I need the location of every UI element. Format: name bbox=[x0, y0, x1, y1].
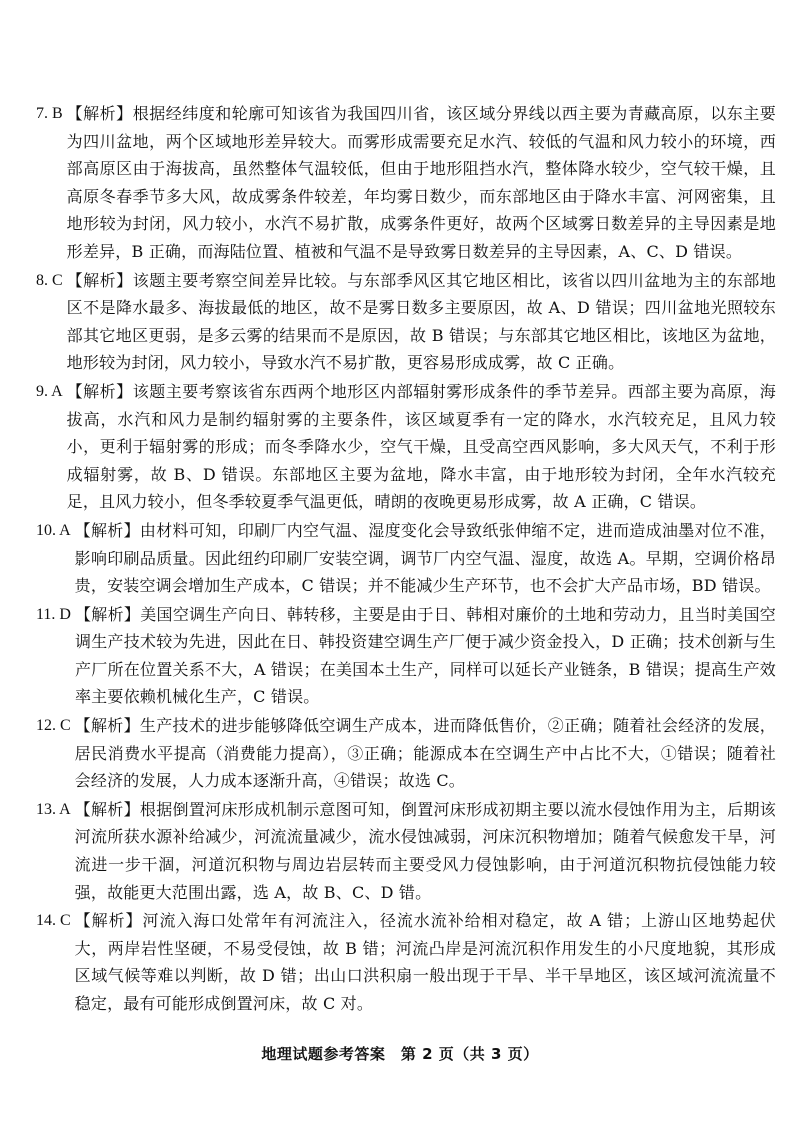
page-footer: 地理试题参考答案 第 2 页（共 3 页） bbox=[261, 1045, 539, 1063]
analysis-tag: 【解析】 bbox=[74, 799, 140, 819]
answer-explanation bbox=[67, 267, 776, 377]
explanation-text: 河流入海口处常年有河流注入，径流水流补给相对稳定，故 A 错；上游山区地势起伏大，两岸岩性坚硬，不易受侵蚀，故 B 错；河流凸岸是河流沉积作用发生的小尺度地貌，其形成区域气候等难以判断，故 D 错；出山口洪积扇一般出现于干旱、半干旱地区，该区域河流流量不稳定，最有可能形成倒置河床，故 C 对。 bbox=[74, 911, 776, 1013]
question-number: 7. B bbox=[36, 105, 63, 122]
answer-item-7 bbox=[36, 100, 776, 266]
question-number: 10. A bbox=[36, 521, 71, 539]
analysis-tag: 【解析】 bbox=[74, 520, 140, 540]
answer-list bbox=[36, 100, 776, 1019]
analysis-tag: 【解析】 bbox=[66, 270, 133, 290]
answer-item-14 bbox=[36, 907, 776, 1017]
question-number: 13. A bbox=[36, 800, 71, 818]
answer-item-10 bbox=[36, 517, 776, 600]
answer-explanation bbox=[75, 601, 776, 711]
answer-item-13 bbox=[36, 796, 776, 906]
answer-explanation bbox=[67, 378, 776, 516]
question-number: 14. C bbox=[36, 912, 71, 930]
answer-item-8 bbox=[36, 267, 776, 377]
answer-explanation bbox=[75, 796, 776, 906]
analysis-tag: 【解析】 bbox=[74, 604, 141, 624]
question-number: 11. D bbox=[36, 605, 71, 623]
explanation-text: 生产技术的进步能够降低空调生产成本，进而降低售价，②正确；随着社会经济的发展，居民消费水平提高（消费能力提高），③正确；能源成本在空调生产中占比不大，①错误；随着社会经济的发展，人力成本逐渐升高，④错误；故选 C。 bbox=[74, 716, 776, 791]
explanation-text: 美国空调生产向日、韩转移，主要是由于日、韩相对廉价的土地和劳动力，且当时美国空调生产技术较为先进，因此在日、韩投资建空调生产厂便于减少资金投入，D 正确；技术创新与生产厂所在位置关系不大，A 错误；在美国本土生产，同样可以延长产业链条，B 错误；提高生产效率主要依赖机械化生产，C 错误。 bbox=[74, 604, 776, 707]
explanation-text: 根据经纬度和轮廓可知该省为我国四川省，该区域分界线以西主要为青藏高原，以东主要为四川盆地，两个区域地形差异较大。而雾形成需要充足水汽、较低的气温和风力较小的环境，西部高原区由于海拔高，虽然整体气温较低，但由于地形阻挡水汽，整体降水较少，空气较干燥，且高原冬春季节多大风，故成雾条件较差，年均雾日数少，而东部地区由于降水丰富、河网密集，且地形较为封闭，风力较小，水汽不易扩散，成雾条件更好，故两个区域雾日数差异的主导因素是地形差异，B 正确，而海陆位置、植被和气温不是导致雾日数差异的主导因素，A、C、D 错误。 bbox=[66, 104, 776, 261]
explanation-text: 该题主要考察空间差异比较。与东部季风区其它地区相比，该省以四川盆地为主的东部地区不是降水最多、海拔最低的地区，故不是雾日数多主要原因，故 A、D 错误；四川盆地光照较东部其它地区更弱，是多云雾的结果而不是原因，故 B 错误；与东部其它地区相比，该地区为盆地，地形较为封闭，风力较小，导致水汽不易扩散，更容易形成成雾，故 C 正确。 bbox=[66, 270, 776, 373]
analysis-tag: 【解析】 bbox=[74, 911, 143, 931]
explanation-text: 该题主要考察该省东西两个地形区内部辐射雾形成条件的季节差异。西部主要为高原，海拔高，水汽和风力是制约辐射雾的主要条件，该区域夏季有一定的降水，水汽较充足，且风力较小，更利于辐射雾的形成；而冬季降水少，空气干燥，且受高空西风影响，多大风天气，不利于形成辐射雾，故 B、D 错误。东部地区主要为盆地，降水丰富，由于地形较为封闭，全年水汽较充足，且风力较小，但冬季较夏季气温更低，晴朗的夜晚更易形成雾，故 A 正确，C 错误。 bbox=[66, 381, 776, 512]
analysis-tag: 【解析】 bbox=[74, 716, 140, 736]
question-number: 8. C bbox=[36, 271, 63, 289]
answer-item-9 bbox=[36, 378, 776, 516]
explanation-text: 由材料可知，印刷厂内空气温、湿度变化会导致纸张伸缩不定，进而造成油墨对位不准，影响印刷品质量。因此纽约印刷厂安装空调，调节厂内空气温、湿度，故选 A。早期，空调价格昂贵，安装空调会增加生产成本，C 错误；并不能减少生产环节，也不会扩大产品市场，BD 错误。 bbox=[74, 520, 776, 596]
analysis-tag: 【解析】 bbox=[66, 381, 133, 401]
question-number: 9. A bbox=[36, 382, 63, 400]
analysis-tag: 【解析】 bbox=[66, 104, 133, 123]
question-number: 12. C bbox=[36, 717, 71, 735]
answer-explanation bbox=[75, 517, 776, 600]
answer-explanation bbox=[75, 907, 776, 1017]
explanation-text: 根据倒置河床形成机制示意图可知，倒置河床形成初期主要以流水侵蚀作用为主，后期该河流所获水源补给减少，河流流量减少，流水侵蚀减弱，河床沉积物增加；随着气候愈发干旱，河流进一步干涸，河道沉积物与周边岩层转而主要受风力侵蚀影响，由于河道沉积物抗侵蚀能力较强，故能更大范围出露，选 A，故 B、C、D 错。 bbox=[74, 799, 776, 902]
answer-explanation bbox=[75, 712, 776, 795]
answer-item-11 bbox=[36, 601, 776, 711]
answer-item-12 bbox=[36, 712, 776, 795]
answer-explanation bbox=[67, 100, 776, 266]
